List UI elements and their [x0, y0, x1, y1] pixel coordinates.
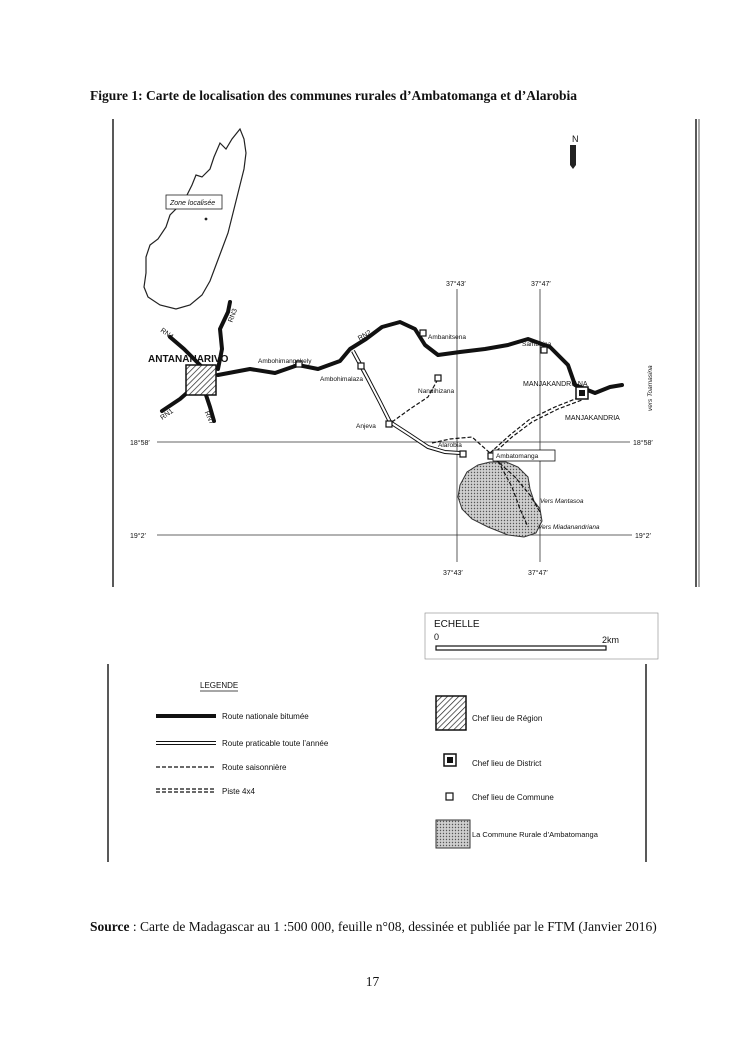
- ambohimalaza-symbol: [358, 363, 364, 369]
- source-label: Source: [90, 919, 130, 934]
- label-vers-miadanandriana: Vers Miadanandriana: [538, 524, 600, 531]
- figure-caption: Figure 1: Carte de localisation des communes rurales d’Ambatomanga et d’Alarobia: [90, 88, 577, 103]
- label-rn1: RN1: [159, 407, 175, 422]
- label-manjakandriana: MANJAKANDRIANA: [523, 381, 588, 388]
- label-rn2: RN2: [357, 329, 373, 343]
- legend-symbol-commune-rurale: [436, 820, 470, 848]
- lat-upper-left: 18°58′: [130, 440, 150, 447]
- label-vers-toamasina: vers Toamasina: [647, 365, 654, 411]
- source-text: : Carte de Madagascar au 1 :500 000, feuille n°08, dessinée et publiée par le FTM (Janvier 2016): [129, 919, 657, 934]
- north-arrow-icon: [570, 145, 576, 169]
- label-ambohimangakely: Ambohimangakely: [258, 358, 312, 365]
- lat-lower-right: 19°2′: [635, 533, 651, 540]
- map-scale: [424, 612, 659, 660]
- scale-bar: [436, 646, 606, 650]
- location-map: [110, 117, 702, 590]
- legend-route-nationale: Route nationale bitumée: [222, 712, 309, 721]
- legend-commune: Chef lieu de Commune: [472, 793, 554, 802]
- scale-title: ECHELLE: [434, 619, 480, 630]
- label-ambatomanga: Ambatomanga: [496, 453, 539, 460]
- label-anjeva: Anjeva: [356, 423, 376, 430]
- source-note: [90, 914, 657, 939]
- page-number: 17: [365, 974, 380, 989]
- coord-top-right: 37°47′: [531, 281, 551, 288]
- coord-bottom-left: 37°43′: [443, 570, 463, 577]
- coord-top-left: 37°43′: [446, 281, 466, 288]
- legend-route-saisonniere: Route saisonnière: [222, 763, 287, 772]
- coord-bottom-right: 37°47′: [528, 570, 548, 577]
- legend-title: LEGENDE: [200, 681, 239, 690]
- lat-lower-left: 19°2′: [130, 533, 146, 540]
- anjeva-symbol: [386, 421, 392, 427]
- scale-end: 2km: [602, 635, 620, 645]
- lat-upper-right: 18°58′: [633, 440, 653, 447]
- legend-piste: Piste 4x4: [222, 787, 255, 796]
- antananarivo-symbol: [186, 365, 216, 395]
- legend-region: Chef lieu de Région: [472, 714, 543, 723]
- legend-commune-rurale: La Commune Rurale d’Ambatomanga: [472, 830, 598, 839]
- madagascar-outline: [144, 129, 246, 309]
- ambanitsena-symbol: [420, 330, 426, 336]
- label-ambanitsena: Ambanitsena: [428, 334, 466, 341]
- label-nandihizana: Nandihizana: [418, 388, 455, 395]
- inset-zone-label: Zone localisée: [170, 200, 216, 207]
- legend-district: Chef lieu de District: [472, 759, 542, 768]
- label-manjakandria: MANJAKANDRIA: [565, 415, 620, 422]
- label-rn4: RN4: [158, 327, 175, 341]
- legend-route-praticable: Route praticable toute l’année: [222, 739, 329, 748]
- legend-symbol-region: [436, 696, 466, 730]
- label-rn7: RN7: [202, 410, 215, 426]
- scale-start: 0: [434, 632, 440, 642]
- alarobia-symbol: [460, 451, 466, 457]
- north-label: N: [572, 134, 579, 144]
- label-rn3: RN3: [227, 307, 239, 324]
- label-antananarivo: ANTANANARIVO: [148, 354, 229, 365]
- nandihizana-symbol: [435, 375, 441, 381]
- label-ambohimalaza: Ambohimalaza: [320, 376, 363, 383]
- label-alarobia: Alarobia: [438, 442, 462, 449]
- label-sambaina: Sambaina: [522, 341, 552, 348]
- label-vers-mantasoa: Vers Mantasoa: [540, 498, 584, 505]
- map-legend: [106, 664, 650, 864]
- ambatomanga-commune-area: [458, 462, 542, 537]
- legend-symbol-commune: [446, 793, 453, 800]
